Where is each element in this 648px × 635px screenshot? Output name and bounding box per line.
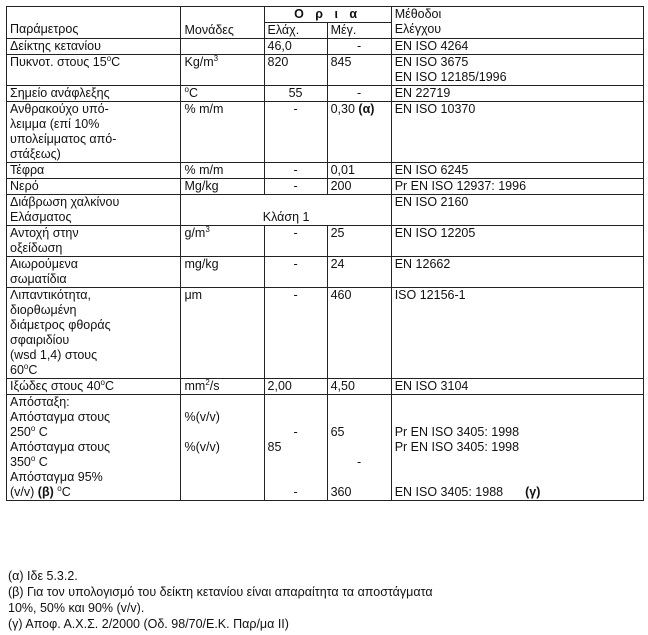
unit-lubricity: μm (181, 288, 264, 379)
param-carbon: Ανθρακούχο υπό- λειμμα (επί 10% υπολείμματος από- στάξεως) (7, 102, 181, 163)
header-methods-line1: Μέθοδοι (394, 7, 442, 21)
max-water: 200 (327, 179, 391, 195)
param-ash: Τέφρα (7, 163, 181, 179)
param-density: Πυκνοτ. στους 15$^o$C (7, 55, 181, 86)
table-row (7, 257, 644, 288)
param-corrosion: Διάβρωση χαλκίνου Ελάσματος (7, 195, 181, 226)
unit-carbon: % m/m (181, 102, 264, 163)
max-flash: - (327, 86, 391, 102)
method-viscosity: EN ISO 3104 (391, 379, 643, 395)
unit-flash: $^o$C (181, 86, 264, 102)
table-row (7, 195, 644, 226)
max-ash: 0,01 (327, 163, 391, 179)
param-viscosity: Ιξώδες στους 40$^o$C (7, 379, 181, 395)
unit-particles: mg/kg (181, 257, 264, 288)
method-distillation: Pr EN ISO 3405: 1998 Pr EN ISO 3405: 1998 EN ISO 3405: 1988 (γ) (391, 395, 643, 501)
table-row (7, 226, 644, 257)
footnote-a: (α) Ιδε 5.3.2. (8, 569, 78, 583)
max-cetane: - (327, 39, 391, 55)
header-min: Ελάχ. (264, 23, 327, 39)
footnote-c: (γ) Αποφ. Α.Χ.Σ. 2/2000 (Οδ. 98/70/Ε.Κ. Παρ/μα ΙΙ) (8, 617, 289, 631)
method-oxidation: EN ISO 12205 (391, 226, 643, 257)
table-row (7, 102, 644, 163)
table-row (7, 86, 644, 102)
method-flash: EN 22719 (391, 86, 643, 102)
table-row (7, 55, 644, 86)
header-methods-line2: Ελέγχου (394, 22, 442, 36)
method-corrosion: EN ISO 2160 (391, 195, 643, 226)
method-cetane: EN ISO 4264 (391, 39, 643, 55)
header-max: Μέγ. (327, 23, 391, 39)
max-viscosity: 4,50 (327, 379, 391, 395)
header-methods (391, 7, 643, 39)
table-row (7, 395, 644, 501)
param-oxidation: Αντοχή στην οξείδωση (7, 226, 181, 257)
max-density: 845 (327, 55, 391, 86)
table-row (7, 39, 644, 55)
min-water: - (264, 179, 327, 195)
min-ash: - (264, 163, 327, 179)
header-units: Μονάδες (181, 7, 264, 39)
min-lubricity: - (264, 288, 327, 379)
header-row (7, 7, 644, 23)
method-water: Pr EN ISO 12937: 1996 (391, 179, 643, 195)
max-lubricity: 460 (327, 288, 391, 379)
param-lubricity: Λιπαντικότητα, διορθωμένη διάμετρος φθοράς σφαιριδίου (wsd 1,4) στους 60$^o$C (7, 288, 181, 379)
method-carbon: EN ISO 10370 (391, 102, 643, 163)
table-row (7, 288, 644, 379)
footnotes (8, 568, 638, 632)
footnote-b-line2: 10%, 50% και 90% (v/v). (8, 601, 145, 615)
footnote-b-line1: (β) Για τον υπολογισμό του δείκτη κετανίου είναι απαραίτητα τα αποστάγματα (8, 585, 433, 599)
unit-cetane (181, 39, 264, 55)
unit-density: $Kg/m^3$ (181, 55, 264, 86)
header-limits: Ο ρ ι α (264, 7, 391, 23)
param-water: Νερό (7, 179, 181, 195)
min-density: 820 (264, 55, 327, 86)
param-flash: Σημείο ανάφλεξης (7, 86, 181, 102)
unit-viscosity: $mm^2/s$ (181, 379, 264, 395)
specification-table (6, 6, 644, 501)
min-flash: 55 (264, 86, 327, 102)
table-row (7, 179, 644, 195)
method-ash: EN ISO 6245 (391, 163, 643, 179)
table-row (7, 163, 644, 179)
method-particles: EN 12662 (391, 257, 643, 288)
distillation-title: Απόσταξη: (10, 395, 70, 409)
table-row (7, 379, 644, 395)
method-density: EN ISO 3675 EN ISO 12185/1996 (391, 55, 643, 86)
min-oxidation: - (264, 226, 327, 257)
header-param: Παράμετρος (7, 7, 181, 39)
unit-water: Mg/kg (181, 179, 264, 195)
unit-distillation: %(v/v) %(v/v) (181, 395, 264, 501)
param-distillation: Απόσταξη: Απόσταγμα στους 250$^o$ C Απόσταγμα στους 350$^o$ C Απόσταγμα 95% (v/v) (β) $^o$C (7, 395, 181, 501)
unit-oxidation: $g/m^3$ (181, 226, 264, 257)
param-cetane: Δείκτης κετανίου (7, 39, 181, 55)
max-particles: 24 (327, 257, 391, 288)
min-distillation: - 85 - (264, 395, 327, 501)
unit-ash: % m/m (181, 163, 264, 179)
param-particles: Αιωρούμενα σωματίδια (7, 257, 181, 288)
max-oxidation: 25 (327, 226, 391, 257)
min-particles: - (264, 257, 327, 288)
min-viscosity: 2,00 (264, 379, 327, 395)
method-lubricity: ISO 12156-1 (391, 288, 643, 379)
max-distillation: 65 - 360 (327, 395, 391, 501)
value-corrosion: Κλάση 1 (181, 195, 391, 226)
min-carbon: - (264, 102, 327, 163)
min-cetane: 46,0 (264, 39, 327, 55)
max-carbon: 0,30 (α) (327, 102, 391, 163)
